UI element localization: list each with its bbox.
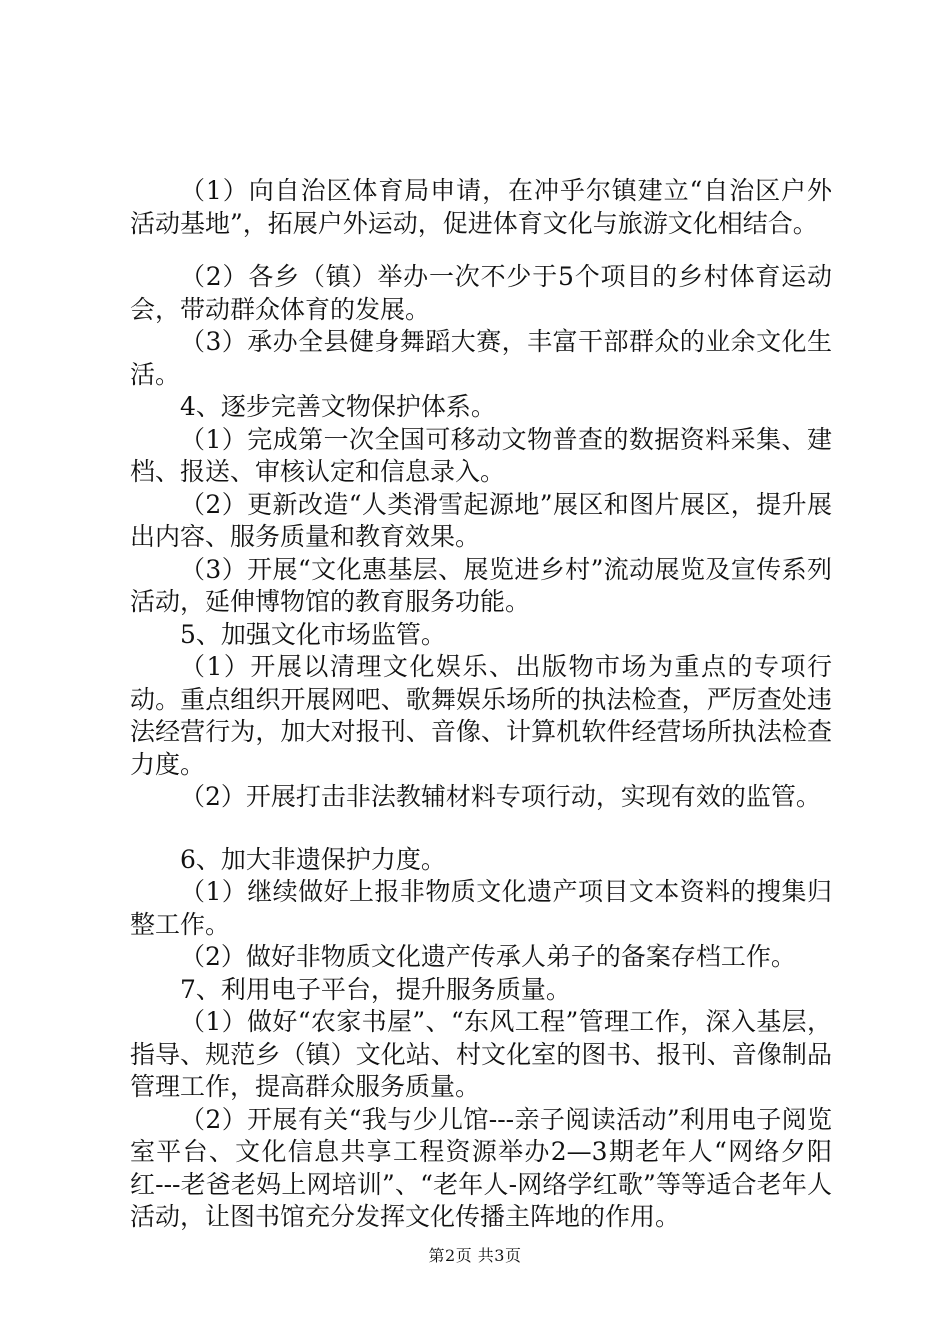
paragraph-3: （3）承办全县健身舞蹈大赛，丰富干部群众的业余文化生活。 bbox=[130, 327, 832, 389]
paragraph-7-1: （1）做好“农家书屋”、“东风工程”管理工作，深入基层，指导、规范乡（镇）文化站、村文化室的图书、报刊、音像制品管理工作，提高群众服务质量。 bbox=[130, 1007, 832, 1101]
paragraph-5-1: （1）开展以清理文化娱乐、出版物市场为重点的专项行动。重点组织开展网吧、歌舞娱乐场所的执法检查，严厉查处违法经营行为，加大对报刊、音像、计算机软件经营场所执法检查力度。 bbox=[130, 652, 832, 779]
paragraph-6-2: （2）做好非物质文化遗产传承人弟子的备案存档工作。 bbox=[180, 942, 796, 971]
paragraph-7-2: （2）开展有关“我与少儿馆---亲子阅读活动”利用电子阅览室平台、文化信息共享工程资源举办2—3期老年人“网络夕阳红---老爸老妈上网培训”、“老年人-网络学红歌”等等适合老年人活动，让图书馆充分发挥文化传播主阵地的作用。 bbox=[130, 1104, 832, 1231]
paragraph-6-1: （1）继续做好上报非物质文化遗产项目文本资料的搜集归整工作。 bbox=[130, 877, 832, 939]
page-number-footer: 第2页 共3页 bbox=[428, 1246, 522, 1265]
section-heading-6: 6、加大非遗保护力度。 bbox=[180, 844, 446, 874]
paragraph-4-3: （3）开展“文化惠基层、展览进乡村”流动展览及宣传系列活动，延伸博物馆的教育服务功能。 bbox=[130, 554, 832, 616]
paragraph-4-1: （1）完成第一次全国可移动文物普查的数据资料采集、建档、报送、审核认定和信息录入。 bbox=[130, 424, 832, 486]
paragraph-4-2: （2）更新改造“人类滑雪起源地”展区和图片展区，提升展出内容、服务质量和教育效果。 bbox=[130, 489, 832, 551]
section-heading-4: 4、逐步完善文物保护体系。 bbox=[180, 392, 496, 421]
paragraph-2: （2）各乡（镇）举办一次不少于5个项目的乡村体育运动会，带动群众体育的发展。 bbox=[130, 262, 832, 324]
section-heading-5: 5、加强文化市场监管。 bbox=[180, 619, 446, 649]
section-heading-7: 7、利用电子平台，提升服务质量。 bbox=[180, 974, 571, 1004]
paragraph-5-2: （2）开展打击非法教辅材料专项行动，实现有效的监管。 bbox=[180, 782, 821, 811]
paragraph-1: （1）向自治区体育局申请，在冲乎尔镇建立“自治区户外活动基地”，拓展户外运动，促进体育文化与旅游文化相结合。 bbox=[130, 176, 832, 238]
document-body bbox=[130, 175, 832, 1234]
